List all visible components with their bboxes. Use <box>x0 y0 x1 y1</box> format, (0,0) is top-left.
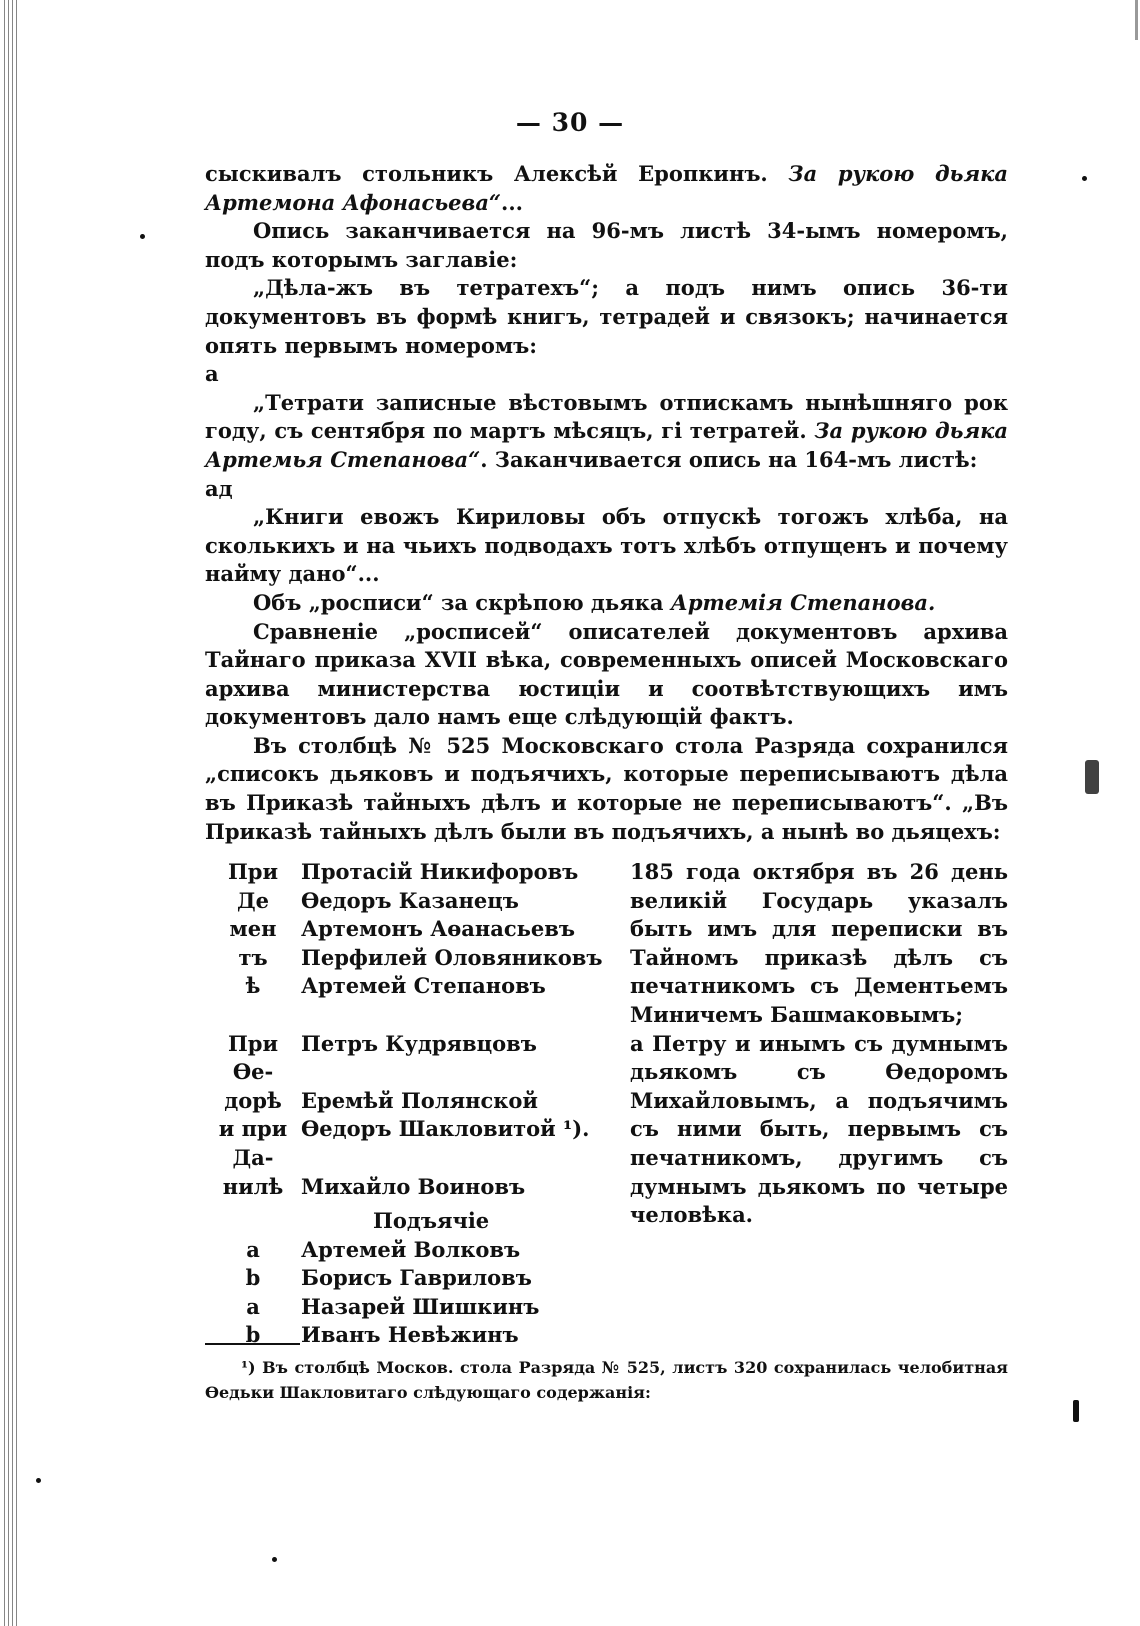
list-item-key: При <box>227 859 279 884</box>
text-span: . Заканчивается опись на 164-мъ листѣ: <box>480 446 978 472</box>
text-span: ад <box>205 475 233 501</box>
text-span: „Тетрати записные вѣстовымъ отпискамъ нынѣшняго рок году, съ сентября по мартъ мѣсяцъ, гі тетратей. <box>205 389 1008 444</box>
list-item-key: и при Да- <box>218 1116 288 1170</box>
section-marker <box>205 475 1008 504</box>
text-span: ... <box>501 189 523 215</box>
list-item-key: b <box>245 1322 261 1348</box>
text-span: „Дѣла-жъ въ тетратехъ“; а подъ нимъ опись 36-ти документовъ въ формѣ книгъ, тетрадей и связокъ; начинается опять первымъ номеромъ: <box>205 275 1008 358</box>
list-item <box>205 915 605 944</box>
list-item-name: Өедоръ Шакловитой ¹). <box>301 1116 590 1142</box>
paragraph <box>205 618 1008 732</box>
list-item-name: Михайло Воиновъ <box>301 1173 526 1199</box>
paragraph <box>205 274 1008 360</box>
text-span: „Книги евожъ Кириловы объ отпускѣ тогожъ хлѣба, на сколькихъ и на чьихъ подводахъ тотъ хлѣбъ отпущенъ и почему найму дано“... <box>205 504 1008 587</box>
page-number: — 30 — <box>515 108 625 137</box>
podyachie-list <box>205 1207 605 1350</box>
list-item <box>205 944 605 973</box>
text-span: Въ столбцѣ № 525 Московскаго стола Разряда сохранился „списокъ дьяковъ и подъячихъ, которые переписываютъ дѣла въ Приказѣ тайныхъ дѣлъ и которые не переписываютъ“. „Въ Приказѣ тайныхъ дѣлъ были въ подъячихъ, а нынѣ во дьяцехъ: <box>205 732 1008 844</box>
text-span: а <box>205 361 219 387</box>
footnote: ¹) Въ столбцѣ Москов. стола Разряда № 525, листъ 320 сохранилась челобитная Өедьки Шакловитаго слѣдующаго содержанія: <box>205 1358 1008 1402</box>
list-item <box>205 1173 605 1202</box>
names-column <box>205 858 605 1201</box>
decree-column <box>630 858 1008 1230</box>
scan-speck <box>36 1478 41 1483</box>
names-group-dementiy <box>205 858 605 1001</box>
paragraph <box>205 732 1008 846</box>
scan-speck <box>1082 176 1087 181</box>
list-item-key: мен <box>229 916 277 942</box>
list-item <box>205 1087 605 1116</box>
footnote-rule <box>205 1343 300 1345</box>
list-item-name: Протасій Никифоровъ <box>301 859 579 884</box>
list-item-name: Борисъ Гавриловъ <box>301 1265 532 1291</box>
list-item <box>205 1236 605 1265</box>
scan-speck <box>140 234 145 239</box>
list-item <box>205 1264 605 1293</box>
text-span: Объ „росписи“ за скрѣпою дьяка <box>253 589 671 615</box>
list-item-key: нилѣ <box>222 1173 284 1199</box>
list-item-name: Иванъ Невѣжинъ <box>301 1322 519 1348</box>
list-item-key: ѣ <box>245 973 261 999</box>
list-item-name: Петръ Кудрявцовъ <box>301 1030 537 1056</box>
list-item-key: а <box>246 1236 260 1262</box>
paragraph <box>205 160 1008 217</box>
scan-speck <box>272 1557 277 1562</box>
paragraph <box>205 389 1008 475</box>
podyachie-items <box>205 1236 605 1350</box>
scan-edge-left <box>4 0 18 1626</box>
list-item-name: Артемей Волковъ <box>301 1236 521 1262</box>
names-group-fedor-daniil <box>205 1030 605 1202</box>
list-item-name: Артемонъ Аөанасьевъ <box>301 916 575 942</box>
list-item-key: а <box>246 1293 260 1319</box>
italic-span: Артемія Степанова. <box>670 589 936 615</box>
scan-edge-right <box>1135 0 1138 40</box>
list-item <box>205 1030 605 1087</box>
list-item <box>205 972 605 1001</box>
paragraph <box>205 217 1008 274</box>
list-item <box>205 1293 605 1322</box>
section-marker <box>205 360 1008 389</box>
decree-text-1: 185 года октября въ 26 день великій Государь указалъ быть имъ для переписки въ Тайномъ приказѣ дѣлъ съ печатникомъ съ Дементьемъ Миничемъ Башмаковымъ; <box>630 859 1008 1027</box>
list-item-name: Өедоръ Казанецъ <box>301 887 519 913</box>
list-item <box>205 1321 605 1350</box>
scan-speck <box>1085 760 1099 794</box>
list-item-key: дорѣ <box>224 1087 282 1113</box>
text-span: Опись заканчивается на 96-мъ листѣ 34-ымъ номеромъ, подъ которымъ заглавіе: <box>205 218 1008 272</box>
list-item-key: При Өе- <box>227 1030 279 1085</box>
body-text <box>205 160 1008 846</box>
scan-speck <box>1073 1400 1079 1422</box>
italic-span: За рукою дьяка Артемона Афонасьева“ <box>205 161 1008 215</box>
list-item-key: Де <box>236 887 270 913</box>
text-span: сыскивалъ стольникъ Алексѣй Еропкинъ. <box>205 161 789 186</box>
list-item <box>205 858 605 887</box>
podyachie-title: Подъячіе <box>373 1208 490 1233</box>
list-item-name: Перфилей Оловяниковъ <box>301 944 603 970</box>
list-item <box>205 1115 605 1172</box>
paragraph <box>205 503 1008 589</box>
list-item-key: тъ <box>238 944 268 970</box>
list-item-name: Артемей Степановъ <box>301 973 546 999</box>
list-item-name: Назарей Шишкинъ <box>301 1293 540 1319</box>
list-item-key: b <box>245 1265 261 1291</box>
list-item <box>205 887 605 916</box>
list-item-name: Еремѣй Полянской <box>301 1087 539 1113</box>
decree-text-2: а Петру и инымъ съ думнымъ дьякомъ съ Өедоромъ Михайловымъ, а подъячимъ съ ними быть, первымъ съ печатникомъ, другимъ съ думнымъ дьякомъ по четыре человѣка. <box>630 1030 1008 1228</box>
paragraph <box>205 589 1008 618</box>
italic-span: За рукою дьяка Артемья Степанова“ <box>205 418 1008 472</box>
text-span: Сравненіе „росписей“ описателей документовъ архива Тайнаго приказа XVII вѣка, современныхъ описей Московскаго архива министерства юстиціи и соотвѣтствующихъ имъ документовъ дало намъ еще слѣдующій фактъ. <box>205 618 1008 730</box>
